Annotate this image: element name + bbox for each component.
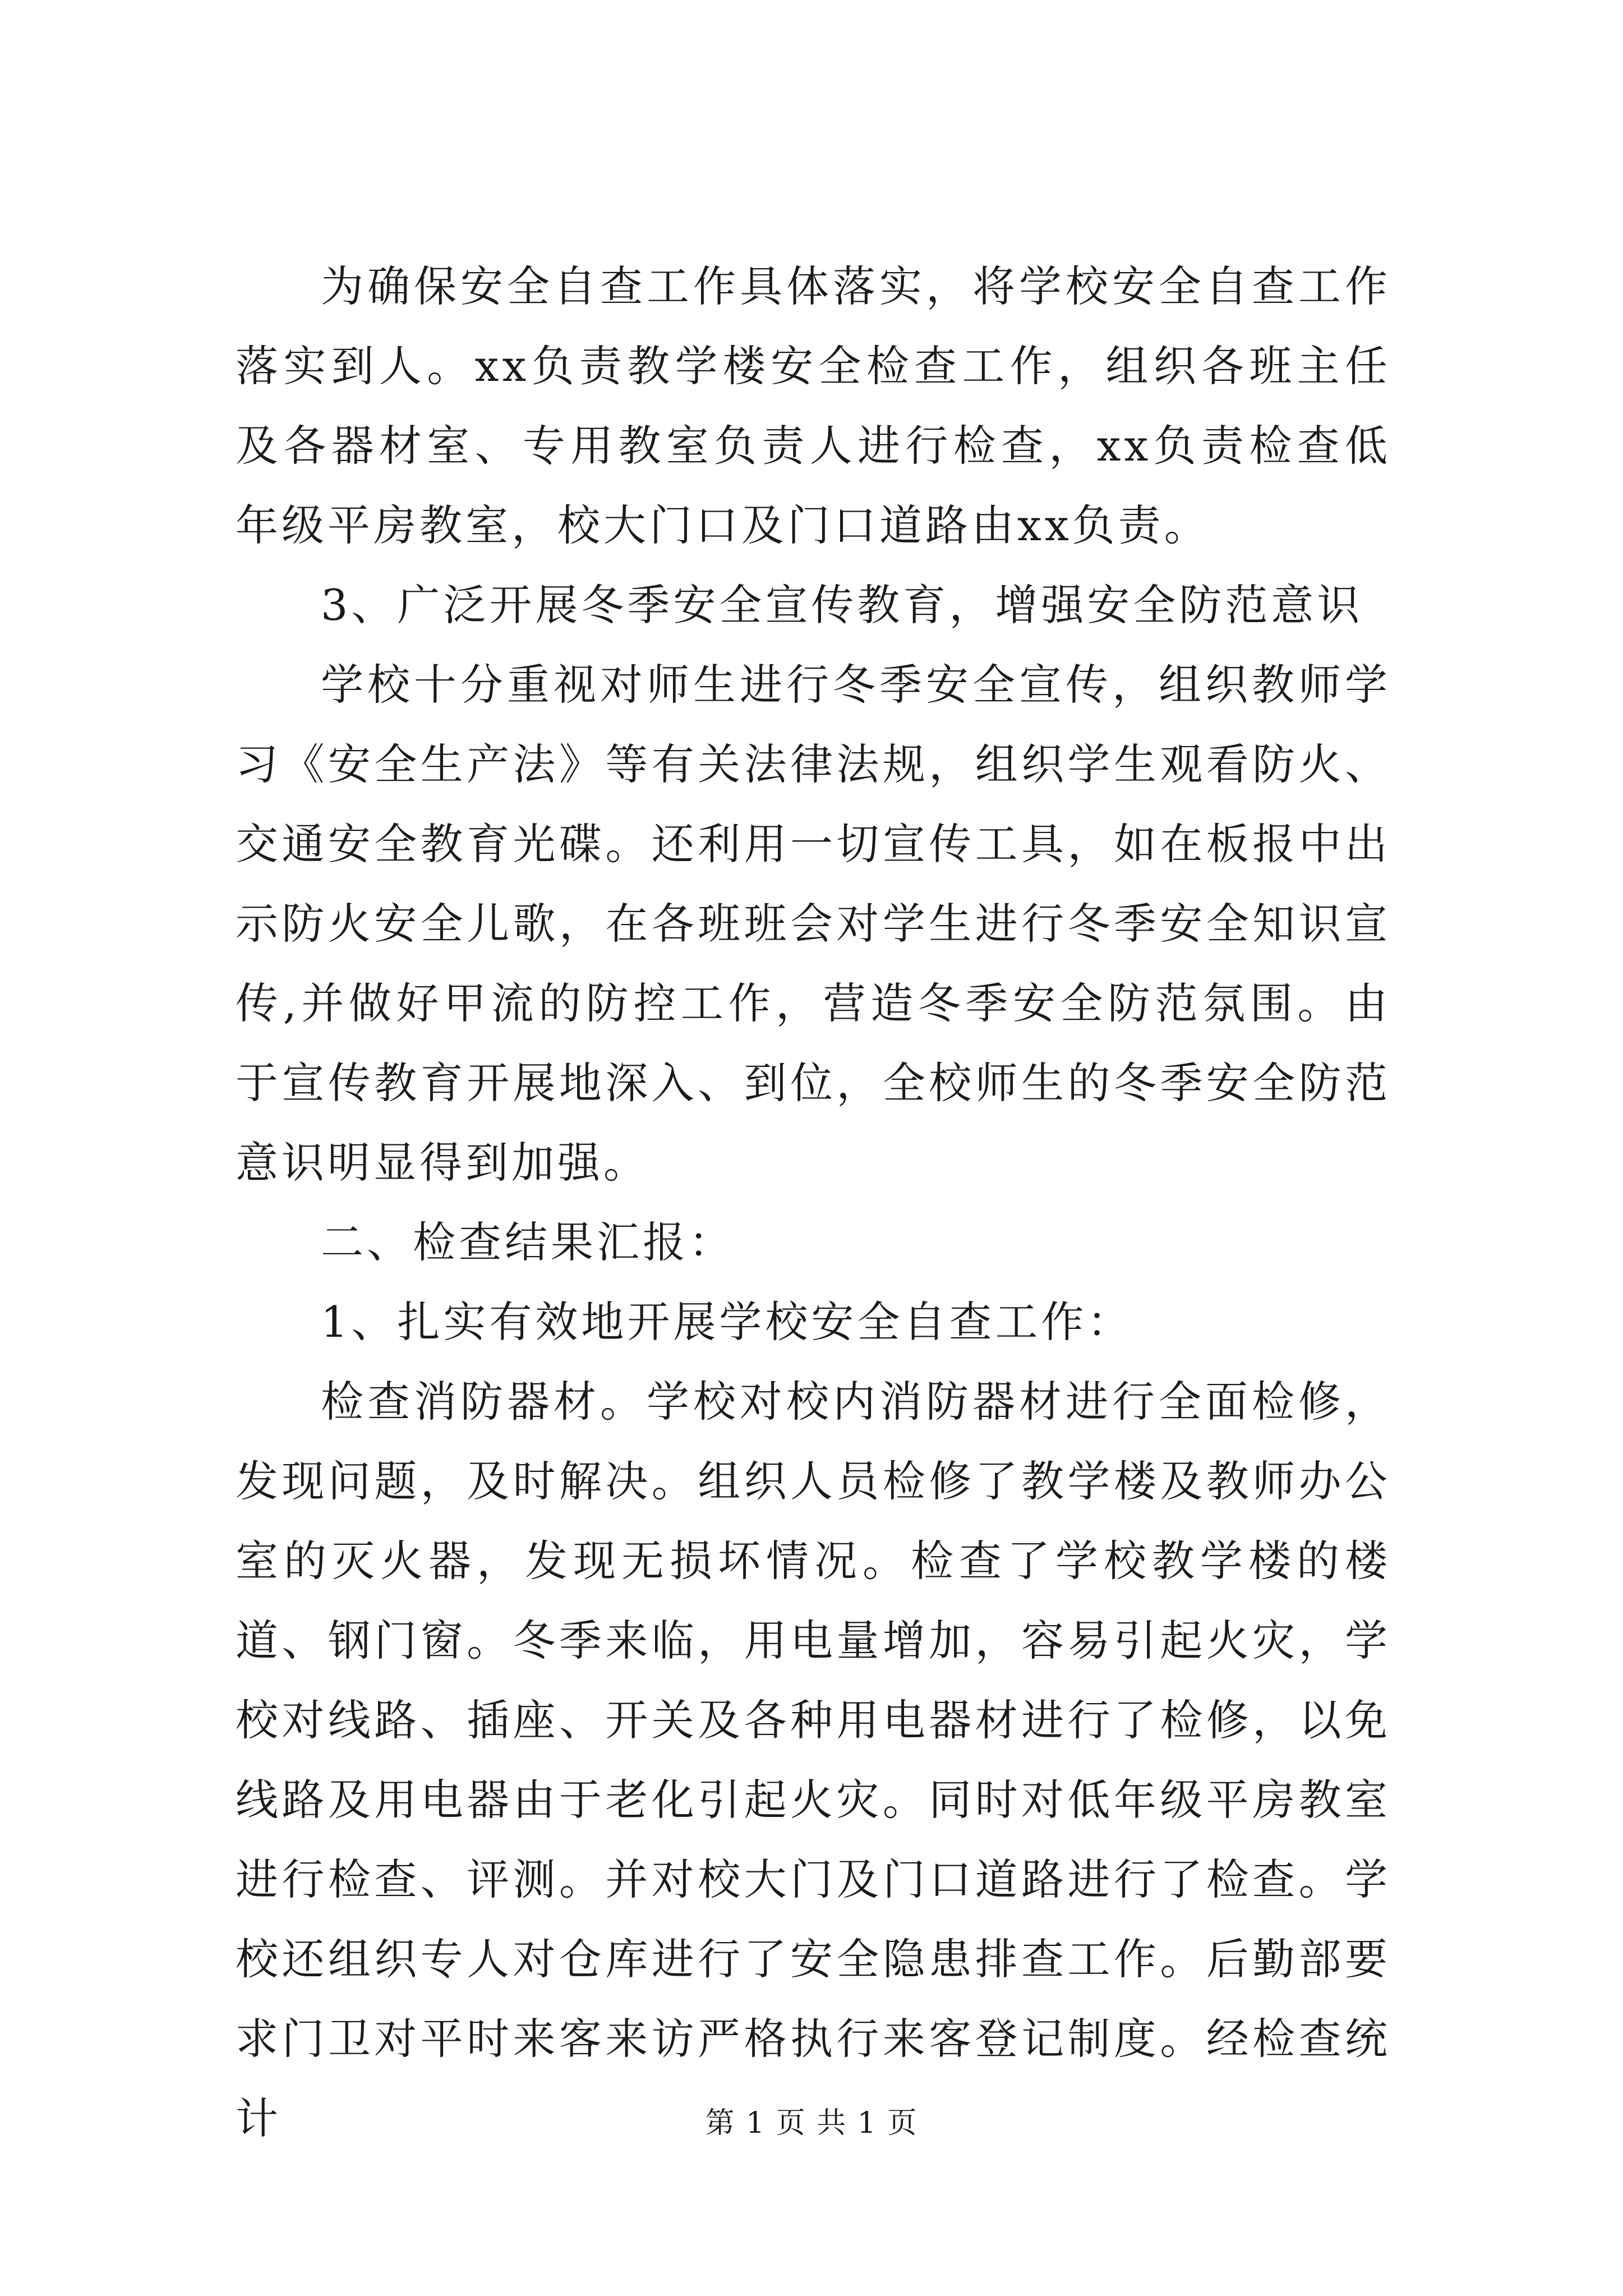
paragraph-fire-equipment: 检查消防器材。学校对校内消防器材进行全面检修，发现问题，及时解决。组织人员检修了教学楼及教师办公室的灭火器，发现无损坏情况。检查了学校教学楼的楼道、钢门窗。冬季来临，用电量增加，容易引起火灾，学校对线路、插座、开关及各种用电器材进行了检修，以免线路及用电器由于老化引起火灾。同时对低年级平房教室进行检查、评测。并对校大门及门口道路进行了检查。学校还组织专人对仓库进行了安全隐患排查工作。后勤部要求门卫对平时来客来访严格执行来客登记制度。经检查统计: [236, 1377, 1391, 2143]
section-heading-results: 二、检查结果汇报：: [321, 1217, 735, 1267]
paragraph-assignment: 为确保安全自查工作具体落实，将学校安全自查工作落实到人。xx负责教学楼安全检查工作，组织各班主任及各器材室、专用教室负责人进行检查，xx负责检查低年级平房教室，校大门口及门口道路由xx负责。: [236, 261, 1391, 550]
document-body: [236, 247, 1391, 2159]
subheading-self-check: 1、扎实有效地开展学校安全自查工作：: [321, 1297, 1133, 1347]
page-footer: 第 1 页 共 1 页: [705, 2106, 918, 2140]
paragraph-heading-publicity: 3、广泛开展冬季安全宣传教育，增强安全防范意识: [321, 580, 1363, 630]
paragraph-publicity: 学校十分重视对师生进行冬季安全宣传，组织教师学习《安全生产法》等有关法律法规，组织学生观看防火、交通安全教育光碟。还利用一切宣传工具，如在板报中出示防火安全儿歌，在各班班会对学生进行冬季安全知识宣传,并做好甲流的防控工作，营造冬季安全防范氛围。由于宣传教育开展地深入、到位，全校师生的冬季安全防范意识明显得到加强。: [236, 660, 1391, 1188]
